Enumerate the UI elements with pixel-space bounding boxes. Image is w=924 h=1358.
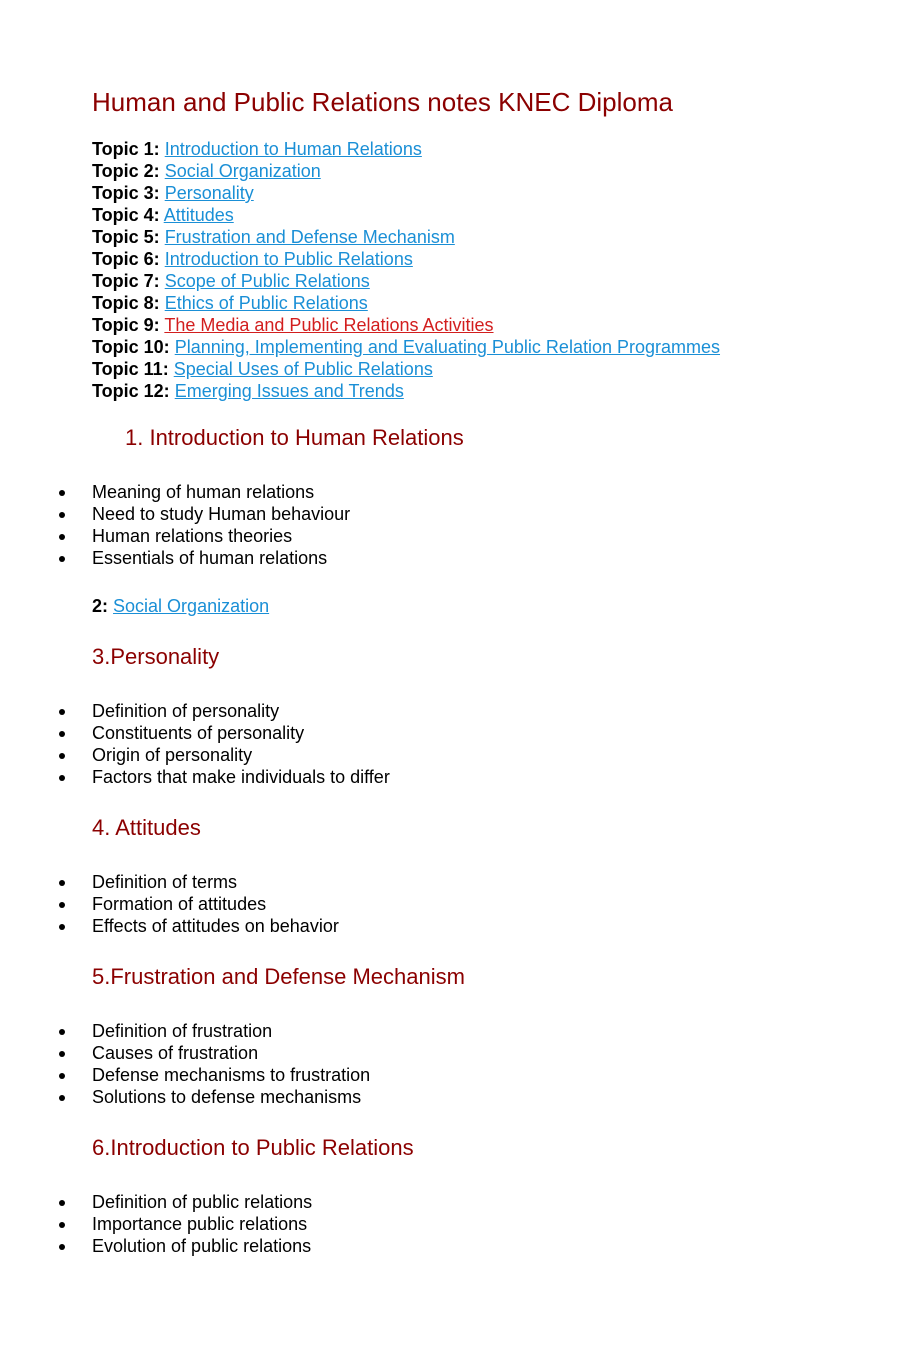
- section-5-list: [0, 1020, 370, 1108]
- toc-label: Topic 2:: [92, 161, 160, 181]
- toc-label: Topic 12:: [92, 381, 170, 401]
- toc-label: Topic 8:: [92, 293, 160, 313]
- toc-item: [92, 336, 720, 358]
- toc-link-special-uses-of-public-relations[interactable]: Special Uses of Public Relations: [173, 359, 433, 379]
- list-item: Causes of frustration: [0, 1042, 370, 1064]
- list-item: Meaning of human relations: [0, 481, 350, 503]
- section-6-list: [0, 1191, 312, 1257]
- toc-label: Topic 7:: [92, 271, 160, 291]
- toc-label: Topic 10:: [92, 337, 170, 357]
- toc-label: Topic 9:: [92, 315, 160, 335]
- toc-link-social-organization[interactable]: Social Organization: [164, 161, 321, 181]
- section-3-list: [0, 700, 390, 788]
- toc-label: Topic 3:: [92, 183, 160, 203]
- toc-link-introduction-to-human-relations[interactable]: Introduction to Human Relations: [164, 139, 422, 159]
- section-2-label: 2:: [92, 596, 109, 616]
- section-4-list: [0, 871, 339, 937]
- list-item: Definition of personality: [0, 700, 390, 722]
- toc-link-media-and-public-relations-activities[interactable]: The Media and Public Relations Activities: [164, 315, 494, 335]
- toc-link-personality[interactable]: Personality: [164, 183, 254, 203]
- toc-item: [92, 160, 720, 182]
- toc-link-scope-of-public-relations[interactable]: Scope of Public Relations: [164, 271, 370, 291]
- toc-item: [92, 292, 720, 314]
- section-heading-introduction-to-human-relations: 1. Introduction to Human Relations: [125, 425, 464, 450]
- section-2-link-social-organization[interactable]: Social Organization: [113, 596, 270, 616]
- toc-label: Topic 1:: [92, 139, 160, 159]
- toc-link-emerging-issues-and-trends[interactable]: Emerging Issues and Trends: [174, 381, 404, 401]
- list-item: Definition of frustration: [0, 1020, 370, 1042]
- page-title: Human and Public Relations notes KNEC Diploma: [92, 87, 673, 117]
- list-item: Defense mechanisms to frustration: [0, 1064, 370, 1086]
- section-heading-attitudes: 4. Attitudes: [92, 815, 201, 840]
- toc-item: [92, 138, 720, 160]
- list-item: Importance public relations: [0, 1213, 312, 1235]
- toc-link-attitudes[interactable]: Attitudes: [163, 205, 234, 225]
- toc-item: [92, 204, 720, 226]
- section-heading-personality: 3.Personality: [92, 644, 220, 669]
- toc-label: Topic 6:: [92, 249, 160, 269]
- toc-item: [92, 248, 720, 270]
- toc-label: Topic 5:: [92, 227, 160, 247]
- toc-link-ethics-of-public-relations[interactable]: Ethics of Public Relations: [164, 293, 368, 313]
- toc-item: [92, 380, 720, 402]
- toc-label: Topic 4:: [92, 205, 160, 225]
- list-item: Formation of attitudes: [0, 893, 339, 915]
- toc-link-introduction-to-public-relations[interactable]: Introduction to Public Relations: [164, 249, 413, 269]
- toc-item: [92, 358, 720, 380]
- list-item: Essentials of human relations: [0, 547, 350, 569]
- section-heading-introduction-to-public-relations: 6.Introduction to Public Relations: [92, 1135, 414, 1160]
- toc-label: Topic 11:: [92, 359, 169, 379]
- list-item: Definition of terms: [0, 871, 339, 893]
- toc-link-planning-implementing-evaluating[interactable]: Planning, Implementing and Evaluating Public Relation Programmes: [174, 337, 721, 357]
- list-item: Evolution of public relations: [0, 1235, 312, 1257]
- list-item: Need to study Human behaviour: [0, 503, 350, 525]
- toc-item: [92, 226, 720, 248]
- toc-item: [92, 270, 720, 292]
- toc-link-frustration-and-defense-mechanism[interactable]: Frustration and Defense Mechanism: [164, 227, 455, 247]
- toc-item: [92, 314, 720, 336]
- list-item: Human relations theories: [0, 525, 350, 547]
- list-item: Factors that make individuals to differ: [0, 766, 390, 788]
- list-item: Definition of public relations: [0, 1191, 312, 1213]
- section-1-list: [0, 481, 350, 569]
- list-item: Origin of personality: [0, 744, 390, 766]
- list-item: Solutions to defense mechanisms: [0, 1086, 370, 1108]
- table-of-contents: [92, 138, 720, 402]
- list-item: Effects of attitudes on behavior: [0, 915, 339, 937]
- list-item: Constituents of personality: [0, 722, 390, 744]
- section-2-reference: [92, 595, 269, 617]
- toc-item: [92, 182, 720, 204]
- section-heading-frustration-and-defense-mechanism: 5.Frustration and Defense Mechanism: [92, 964, 465, 989]
